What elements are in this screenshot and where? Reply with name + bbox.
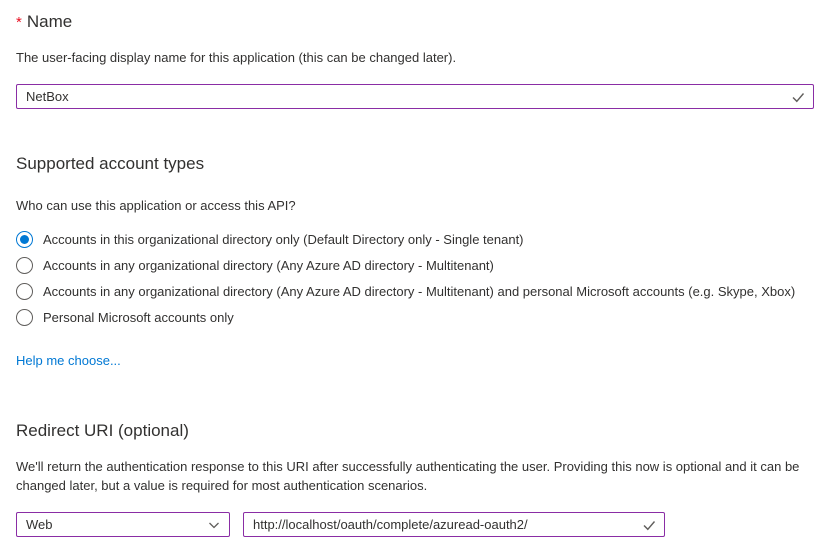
redirect-uri-title: Redirect URI (optional) (16, 421, 189, 440)
account-types-question: Who can use this application or access this API? (16, 198, 296, 213)
name-input[interactable] (16, 84, 814, 109)
name-section-title (16, 11, 813, 34)
radio-button-icon[interactable] (16, 283, 33, 300)
radio-button-icon[interactable] (16, 257, 33, 274)
account-types-title: Supported account types (16, 154, 205, 173)
radio-button-icon[interactable] (16, 309, 33, 326)
radio-option-label: Accounts in any organizational directory (Any Azure AD directory - Multitenant) (43, 257, 494, 273)
name-input-wrap (16, 84, 814, 109)
radio-option-label: Accounts in any organizational directory (Any Azure AD directory - Multitenant) and personal Microsoft accounts (e.g. Skype, Xbox) (43, 283, 796, 299)
radio-option-multitenant-personal[interactable] (16, 278, 813, 304)
radio-option-label: Accounts in this organizational directory only (Default Directory only - Single tenant) (43, 231, 524, 247)
redirect-uri-description: We'll return the authentication response to this URI after successfully authenticating the user. Providing this now is optional and it can be changed later, but a value is required for most authentication scenarios. (16, 459, 800, 493)
radio-option-personal-only[interactable] (16, 304, 813, 330)
radio-option-multitenant[interactable] (16, 252, 813, 278)
name-description: The user-facing display name for this application (this can be changed later). (16, 50, 457, 65)
platform-dropdown-value: Web (26, 517, 53, 532)
required-marker: * (16, 14, 22, 31)
redirect-uri-section (16, 420, 813, 537)
radio-option-label: Personal Microsoft accounts only (43, 309, 234, 325)
chevron-down-icon (207, 518, 221, 532)
name-section (16, 0, 813, 109)
radio-button-icon[interactable] (16, 231, 33, 248)
name-title-text: Name (26, 12, 73, 31)
supported-account-types-section (16, 153, 813, 370)
help-me-choose-link[interactable]: Help me choose... (16, 353, 121, 368)
radio-option-single-tenant[interactable] (16, 226, 813, 252)
account-types-radio-group (16, 226, 813, 330)
